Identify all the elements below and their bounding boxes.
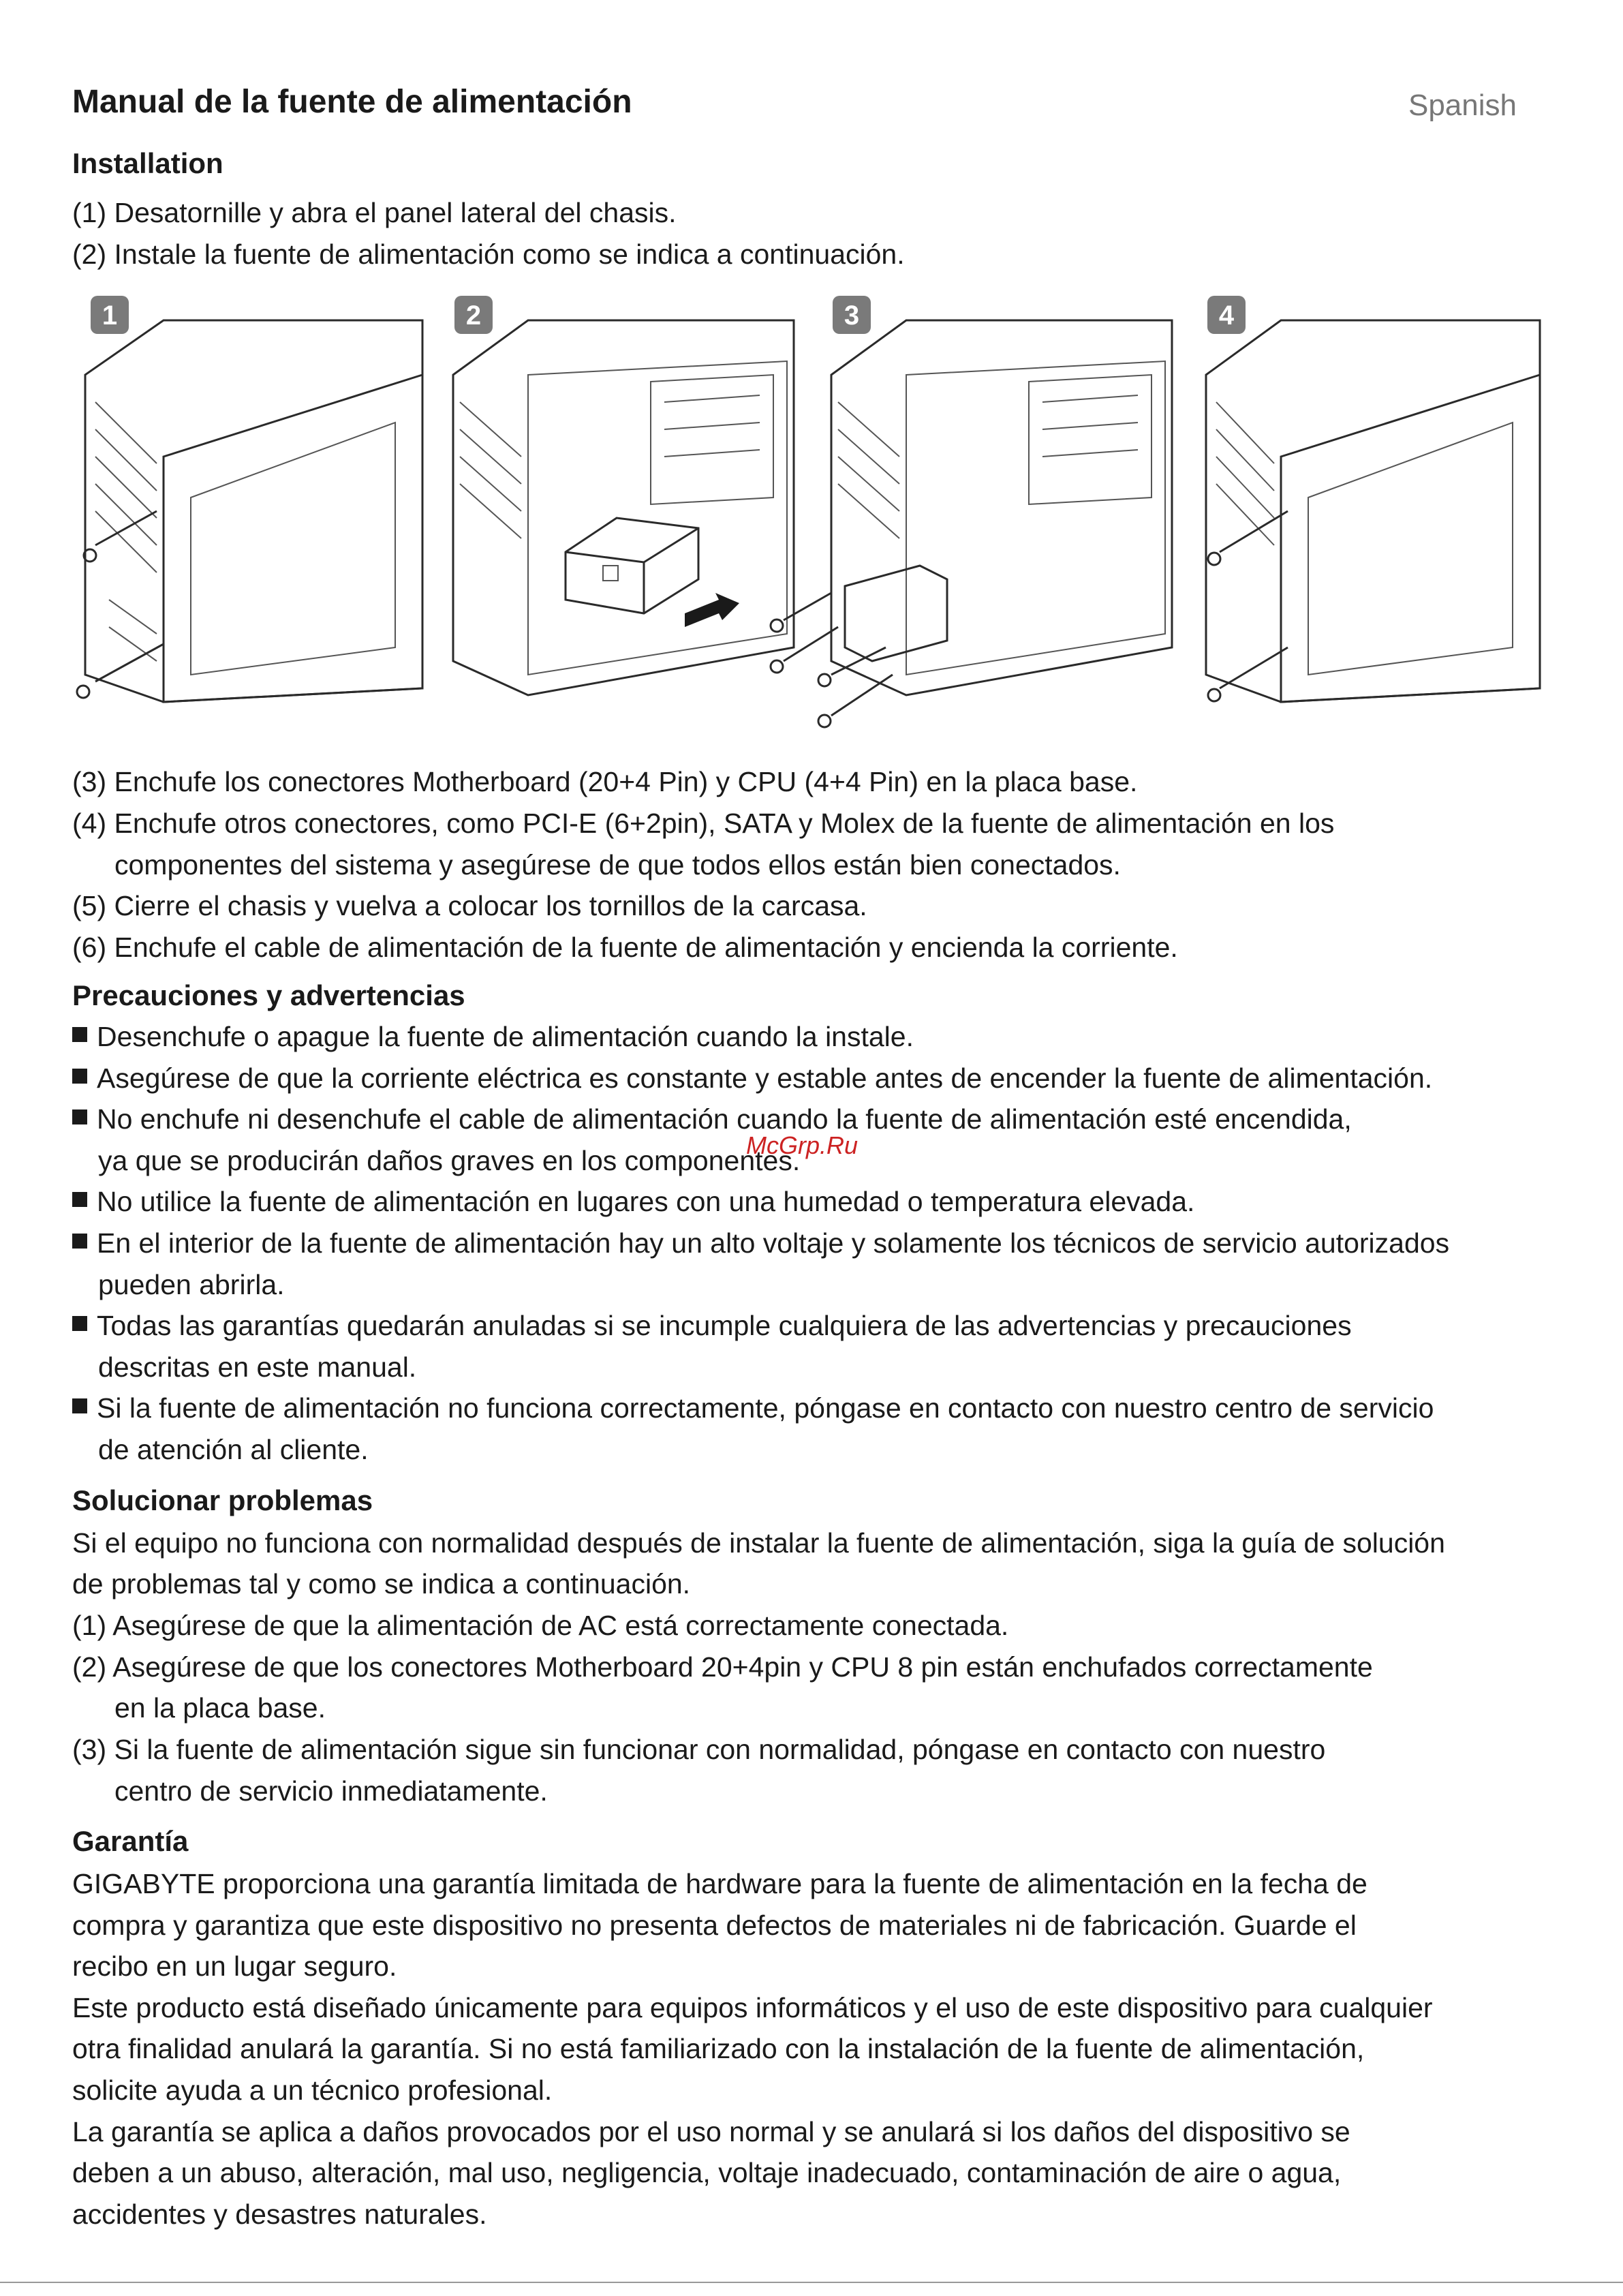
troubleshooting-intro-cont: de problemas tal y como se indica a continuación. bbox=[72, 1568, 691, 1599]
precaution-item: En el interior de la fuente de alimentación hay un alto voltaje y solamente los técnicos de servicio autorizados bbox=[72, 1223, 1449, 1264]
warranty-line: compra y garantiza que este dispositivo no presenta defectos de materiales ni de fabricación. Guarde el bbox=[72, 1910, 1357, 1941]
precaution-item: Asegúrese de que la corriente eléctrica es constante y estable antes de encender la fuente de alimentación. bbox=[72, 1058, 1432, 1099]
step-1-illustration bbox=[77, 296, 422, 702]
precaution-item-cont: descritas en este manual. bbox=[98, 1351, 417, 1383]
step-3-illustration bbox=[771, 296, 1172, 727]
step-3-number: 3 bbox=[844, 301, 860, 331]
bullet-icon bbox=[72, 1027, 87, 1042]
warranty-line: Este producto está diseñado únicamente para equipos informáticos y el uso de este dispositivo para cualquier bbox=[72, 1992, 1433, 2023]
precaution-item: Si la fuente de alimentación no funciona correctamente, póngase en contacto con nuestro centro de servicio bbox=[72, 1388, 1434, 1429]
troubleshooting-step-2-cont: en la placa base. bbox=[114, 1692, 326, 1724]
bullet-icon bbox=[72, 1398, 87, 1413]
warranty-line: GIGABYTE proporciona una garantía limitada de hardware para la fuente de alimentación en la fecha de bbox=[72, 1868, 1367, 1899]
troubleshooting-step-3: (3) Si la fuente de alimentación sigue sin funcionar con normalidad, póngase en contacto con nuestro bbox=[72, 1734, 1326, 1765]
precaution-item-cont: ya que se producirán daños graves en los componentes. bbox=[98, 1145, 801, 1176]
warranty-line: solicite ayuda a un técnico profesional. bbox=[72, 2075, 553, 2106]
step-2-number: 2 bbox=[465, 301, 482, 331]
install-step-5: (5) Cierre el chasis y vuelva a colocar los tornillos de la carcasa. bbox=[72, 890, 867, 921]
precaution-item: Todas las garantías quedarán anuladas si se incumple cualquiera de las advertencias y precauciones bbox=[72, 1305, 1352, 1347]
watermark: McGrp.Ru bbox=[746, 1131, 859, 1159]
install-step-2: (2) Instale la fuente de alimentación como se indica a continuación. bbox=[72, 239, 905, 270]
warranty-heading: Garantía bbox=[72, 1825, 189, 1857]
precaution-item: No utilice la fuente de alimentación en lugares con una humedad o temperatura elevada. bbox=[72, 1181, 1194, 1223]
step-4-number: 4 bbox=[1218, 301, 1235, 331]
install-step-1: (1) Desatornille y abra el panel lateral del chasis. bbox=[72, 197, 677, 228]
install-step-3: (3) Enchufe los conectores Motherboard (20+4 Pin) y CPU (4+4 Pin) en la placa base. bbox=[72, 766, 1138, 797]
language-label: Spanish bbox=[1408, 89, 1517, 122]
installation-figure bbox=[68, 293, 1560, 743]
bullet-icon bbox=[72, 1069, 87, 1084]
install-step-4-cont: componentes del sistema y asegúrese de que todos ellos están bien conectados. bbox=[114, 849, 1121, 881]
troubleshooting-step-2: (2) Asegúrese de que los conectores Motherboard 20+4pin y CPU 8 pin están enchufados correctamente bbox=[72, 1651, 1373, 1683]
troubleshooting-intro: Si el equipo no funciona con normalidad después de instalar la fuente de alimentación, siga la guía de solución bbox=[72, 1527, 1445, 1559]
step-2-illustration bbox=[453, 296, 794, 695]
warranty-line: accidentes y desastres naturales. bbox=[72, 2199, 487, 2230]
precautions-heading: Precauciones y advertencias bbox=[72, 979, 465, 1011]
install-step-6: (6) Enchufe el cable de alimentación de la fuente de alimentación y encienda la corriente. bbox=[72, 932, 1178, 963]
bullet-icon bbox=[72, 1109, 87, 1124]
precaution-item: No enchufe ni desenchufe el cable de alimentación cuando la fuente de alimentación esté encendida, bbox=[72, 1099, 1352, 1140]
troubleshooting-step-3-cont: centro de servicio inmediatamente. bbox=[114, 1775, 548, 1807]
warranty-line: otra finalidad anulará la garantía. Si no está familiarizado con la instalación de la fuente de alimentación, bbox=[72, 2033, 1365, 2064]
bullet-icon bbox=[72, 1192, 87, 1207]
install-step-4: (4) Enchufe otros conectores, como PCI-E (6+2pin), SATA y Molex de la fuente de alimentación en los bbox=[72, 808, 1335, 839]
page-title: Manual de la fuente de alimentación bbox=[72, 84, 632, 120]
warranty-line: deben a un abuso, alteración, mal uso, negligencia, voltaje inadecuado, contaminación de aire o agua, bbox=[72, 2157, 1342, 2188]
bullet-icon bbox=[72, 1316, 87, 1331]
page-bottom-rule bbox=[0, 2282, 1623, 2283]
step-4-illustration bbox=[1206, 296, 1540, 702]
troubleshooting-heading: Solucionar problemas bbox=[72, 1484, 373, 1516]
step-1-number: 1 bbox=[102, 301, 118, 331]
warranty-line: La garantía se aplica a daños provocados por el uso normal y se anulará si los daños del dispositivo se bbox=[72, 2116, 1350, 2147]
warranty-line: recibo en un lugar seguro. bbox=[72, 1950, 397, 1982]
bullet-icon bbox=[72, 1234, 87, 1249]
precaution-item-cont: de atención al cliente. bbox=[98, 1434, 369, 1465]
precaution-item-cont: pueden abrirla. bbox=[98, 1269, 285, 1300]
precaution-item: Desenchufe o apague la fuente de alimentación cuando la instale. bbox=[72, 1016, 914, 1058]
troubleshooting-step-1: (1) Asegúrese de que la alimentación de AC está correctamente conectada. bbox=[72, 1610, 1009, 1641]
installation-heading: Installation bbox=[72, 147, 223, 179]
